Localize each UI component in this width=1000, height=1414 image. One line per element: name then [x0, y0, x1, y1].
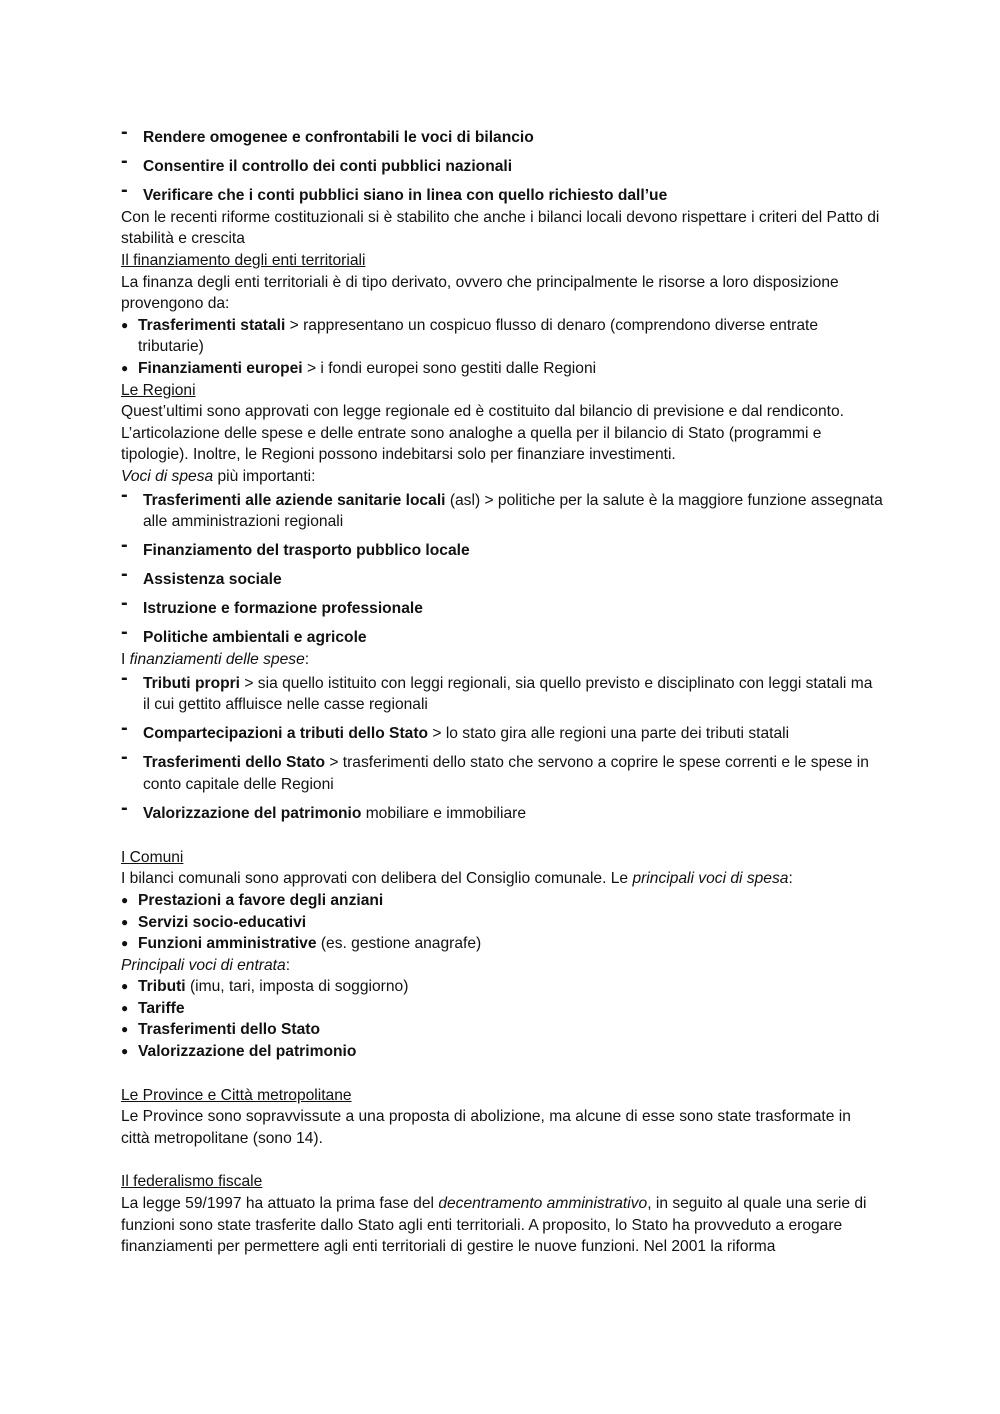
- heading-comuni: I Comuni: [121, 848, 184, 866]
- spacer: [121, 1063, 883, 1085]
- list-item: - Compartecipazioni a tributi dello Stato > lo stato gira alle regioni una parte dei tributi statali: [121, 723, 883, 745]
- list-item: - Consentire il controllo dei conti pubblici nazionali: [121, 156, 883, 178]
- document-page: [121, 127, 883, 1258]
- voci-spesa-label: Voci di spesa più importanti:: [121, 467, 316, 485]
- regioni-entrate-list: [121, 673, 883, 825]
- heading-finanziamento: Il finanziamento degli enti territoriali: [121, 251, 366, 269]
- finanziamenti-label: I finanziamenti delle spese:: [121, 651, 310, 669]
- list-item: - Assistenza sociale: [121, 569, 883, 591]
- list-item: ● Finanziamenti europei > i fondi europei sono gestiti dalle Regioni: [121, 358, 883, 380]
- paragraph-federalismo: La legge 59/1997 ha attuato la prima fase del decentramento amministrativo, in seguito al quale una serie di funzioni sono state trasferite dallo Stato agli enti territoriali. A proposito, lo Stato ha provveduto a erogare finanziamenti per permettere agli enti territoriali di gestire le nuove funzioni. Nel 2001 la riforma: [121, 1195, 867, 1256]
- heading-federalismo: Il federalismo fiscale: [121, 1173, 263, 1191]
- list-item: - Verificare che i conti pubblici siano in linea con quello richiesto dall’ue: [121, 185, 883, 207]
- paragraph-riforme: Con le recenti riforme costituzionali si è stabilito che anche i bilanci locali devono rispettare i criteri del Patto di stabilità e crescita: [121, 208, 880, 248]
- comuni-spesa-list: [121, 890, 883, 955]
- comuni-entrata-list: [121, 976, 883, 1062]
- spacer: [121, 825, 883, 847]
- finanza-list: [121, 315, 883, 380]
- list-item: - Istruzione e formazione professionale: [121, 598, 883, 620]
- list-item: - Valorizzazione del patrimonio mobiliare e immobiliare: [121, 803, 883, 825]
- list-item: - Politiche ambientali e agricole: [121, 627, 883, 649]
- entrata-label: Principali voci di entrata:: [121, 956, 291, 974]
- spacer: [121, 1149, 883, 1171]
- paragraph-comuni: I bilanci comunali sono approvati con delibera del Consiglio comunale. Le principali voci di spesa:: [121, 870, 793, 888]
- list-item: - Finanziamento del trasporto pubblico locale: [121, 540, 883, 562]
- paragraph-province: Le Province sono sopravvissute a una proposta di abolizione, ma alcune di esse sono state trasformate in città metropolitane (sono 14).: [121, 1108, 851, 1147]
- paragraph-regioni: Quest’ultimi sono approvati con legge regionale ed è costituito dal bilancio di previsione e dal rendiconto. L’articolazione delle spese e delle entrate sono analoghe a quella per il bilancio di Stato (programmi e tipologie). Inoltre, le Regioni possono indebitarsi solo per finanziare investimenti.: [121, 403, 844, 464]
- list-item: ● Trasferimenti statali > rappresentano un cospicuo flusso di denaro (comprendono diverse entrate tributarie): [121, 315, 883, 358]
- list-item: - Rendere omogenee e confrontabili le voci di bilancio: [121, 127, 883, 149]
- list-item: ● Valorizzazione del patrimonio: [121, 1041, 883, 1063]
- regioni-spesa-list: [121, 490, 883, 650]
- list-item: ● Tariffe: [121, 998, 883, 1020]
- list-item: ● Trasferimenti dello Stato: [121, 1019, 883, 1041]
- list-item: - Trasferimenti dello Stato > trasferimenti dello stato che servono a coprire le spese correnti e le spese in conto capitale delle Regioni: [121, 752, 883, 795]
- paragraph-finanza: La finanza degli enti territoriali è di tipo derivato, ovvero che principalmente le risorse a loro disposizione provengono da:: [121, 273, 839, 313]
- list-item: ● Funzioni amministrative (es. gestione anagrafe): [121, 933, 883, 955]
- list-item: ● Tributi (imu, tari, imposta di soggiorno): [121, 976, 883, 998]
- list-item: ● Prestazioni a favore degli anziani: [121, 890, 883, 912]
- list-item: ● Servizi socio-educativi: [121, 912, 883, 934]
- list-item: - Trasferimenti alle aziende sanitarie locali (asl) > politiche per la salute è la maggiore funzione assegnata alle amministrazioni regionali: [121, 490, 883, 533]
- heading-regioni: Le Regioni: [121, 381, 196, 399]
- intro-list: [121, 127, 883, 207]
- list-item: - Tributi propri > sia quello istituito con leggi regionali, sia quello previsto e disciplinato con leggi statali ma il cui gettito affluisce nelle casse regionali: [121, 673, 883, 716]
- heading-province: Le Province e Città metropolitane: [121, 1086, 352, 1104]
